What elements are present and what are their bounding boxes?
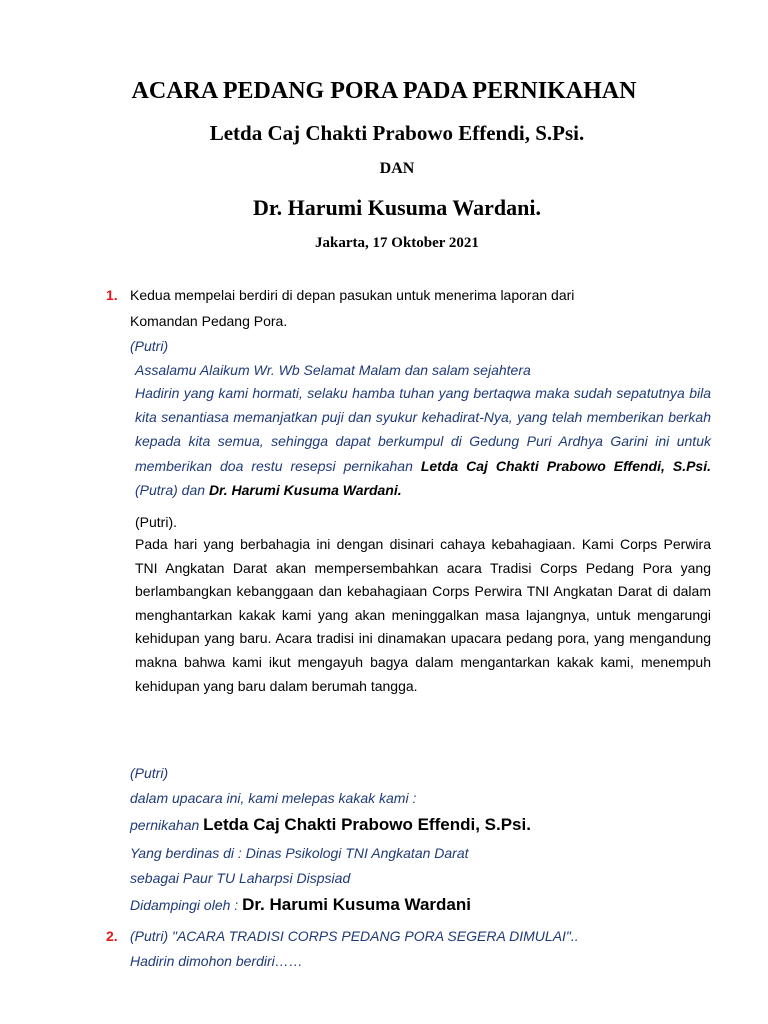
release-line5-prefix: Didampingi oleh : [130,897,239,913]
putra-tag: (Putra) dan [135,481,206,498]
release-line2 [130,815,531,835]
bride-bold-name: Dr. Harumi Kusuma Wardani. [208,481,402,498]
groom-bold-name: Letda Caj Chakti Prabowo Effendi, S.Psi. [420,457,711,474]
item1-line1: Kedua mempelai berdiri di depan pasukan untuk menerima laporan dari [130,287,575,303]
item2-line2: Hadirin dimohon berdiri…… [130,953,303,969]
release-line5 [130,895,471,915]
putri-close-tag: (Putri). [135,514,177,530]
item1-line2: Komandan Pedang Pora. [130,313,288,329]
speech-paragraph [135,381,711,502]
item2-line1: (Putri) "ACARA TRADISI CORPS PEDANG PORA SEGERA DIMULAI".. [130,928,579,944]
document-title: ACARA PEDANG PORA PADA PERNIKAHAN [131,78,637,104]
place-date: Jakarta, 17 Oktober 2021 [315,235,479,251]
release-line2-prefix: pernikahan [130,817,200,833]
putri-tag: (Putri) [130,338,169,354]
groom-name-heading: Letda Caj Chakti Prabowo Effendi, S.Psi. [209,121,585,145]
release-groom-name: Letda Caj Chakti Prabowo Effendi, S.Psi. [203,815,531,834]
greeting-line: Assalamu Alaikum Wr. Wb Selamat Malam dan salam sejahtera [135,362,531,378]
item-number-2: 2. [106,928,118,944]
release-line1: dalam upacara ini, kami melepas kakak kami : [130,790,417,806]
speech-text: Hadirin yang kami hormati, selaku hamba tuhan yang bertaqwa maka sudah sepatutnya bila kita senantiasa memanjatkan puji dan syukur kehadirat-Nya, yang telah memberikan berkah kepada kita semua, sehingga dapat berkumpul di Gedung Puri Ardhya Garini ini untuk memberikan doa restu resepsi pernikahan [135,385,711,474]
release-bride-name: Dr. Harumi Kusuma Wardani [242,895,471,914]
bride-name-heading: Dr. Harumi Kusuma Wardani. [253,195,541,220]
release-line3: Yang berdinas di : Dinas Psikologi TNI Angkatan Darat [130,845,469,861]
tradition-paragraph: Pada hari yang berbahagia ini dengan disinari cahaya kebahagiaan. Kami Corps Perwira TNI Angkatan Darat akan mempersembahkan acara Tradisi Corps Pedang Pora yang berlambangkan kebanggaan dan kebahagiaan Corps Perwira TNI Angkatan Darat di dalam menghantarkan kakak kami yang akan meninggalkan masa lajangnya, untuk mengarungi kehidupan yang baru. Acara tradisi ini dinamakan upacara pedang pora, yang mengandung makna bahwa kami ikut mengayuh bagya dalam mengantarkan kakak kami, menempuh kehidupan yang baru dalam berumah tangga. [135,536,711,694]
release-putri-tag: (Putri) [130,765,169,781]
dan-heading: DAN [379,160,415,177]
release-line4: sebagai Paur TU Laharpsi Dispsiad [130,870,351,886]
item-number-1: 1. [106,287,118,303]
